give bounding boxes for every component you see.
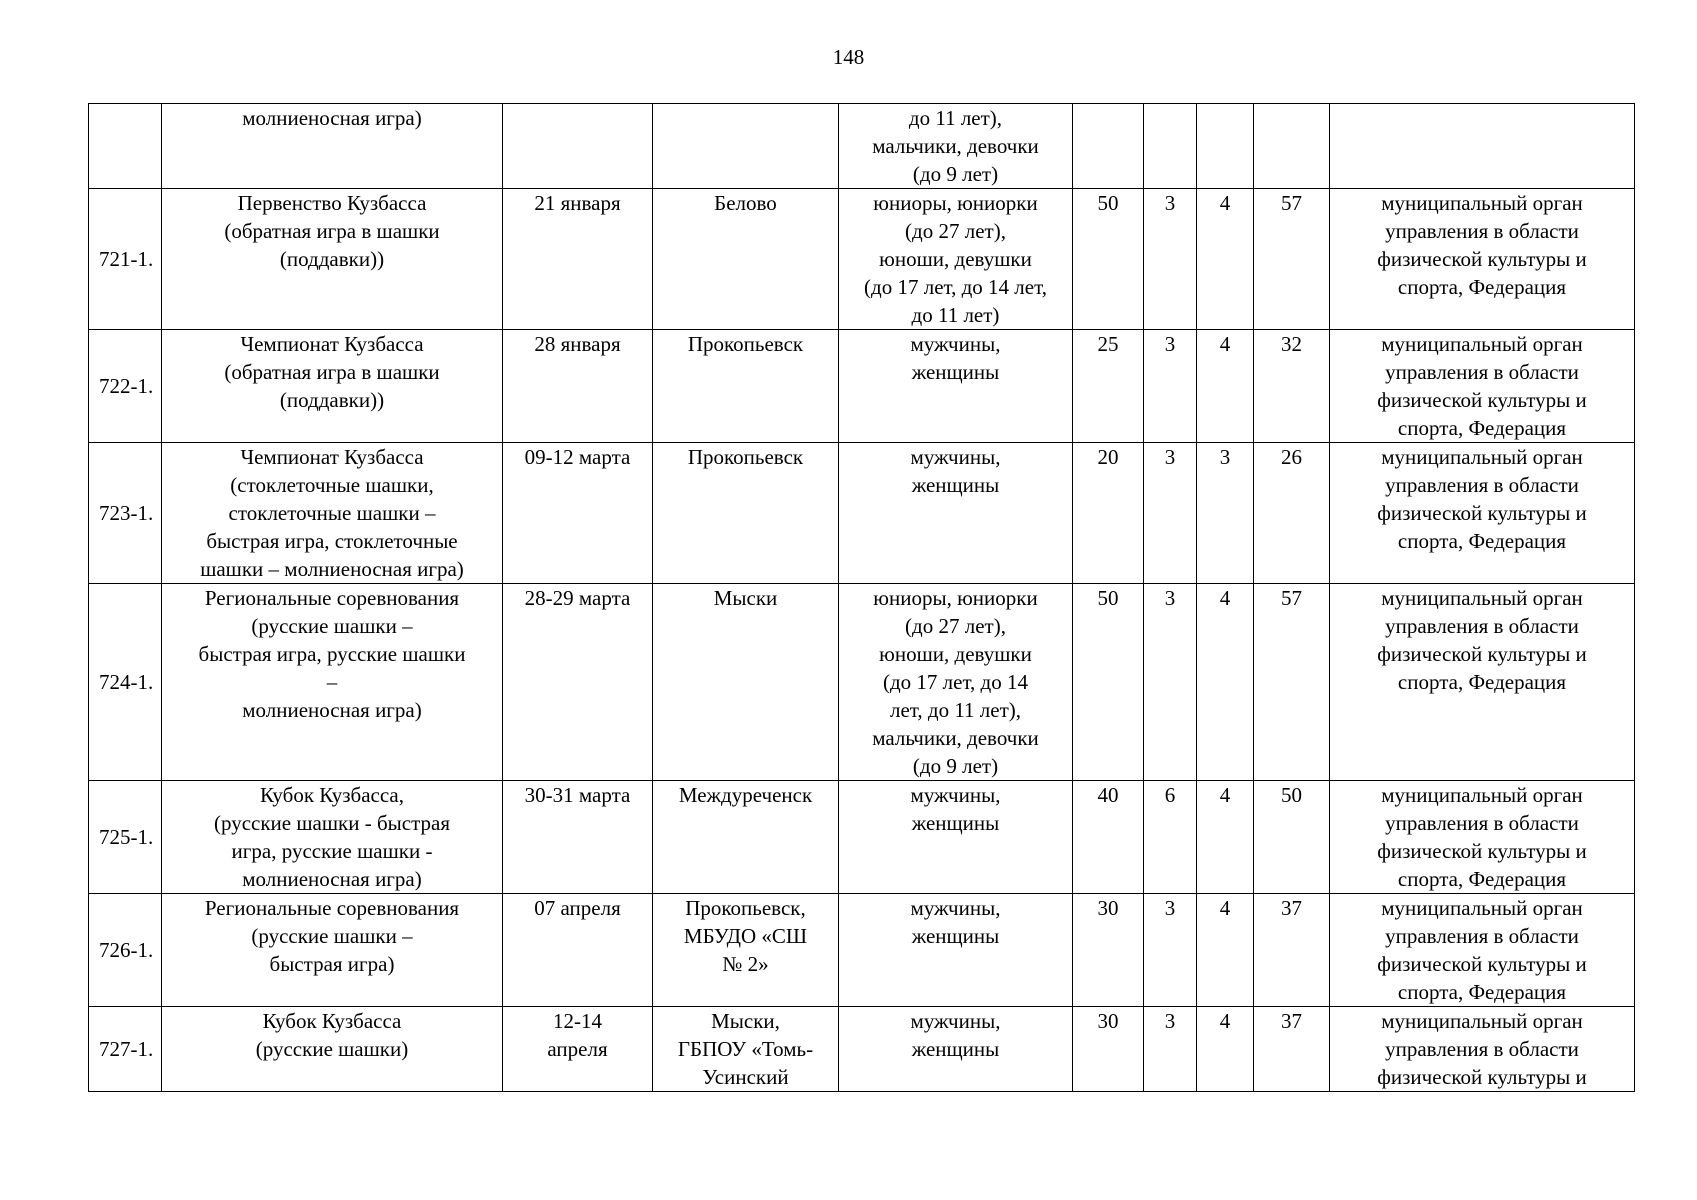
event-date-cell: 09-12 марта xyxy=(503,443,653,584)
organizer-cell: муниципальный орган управления в области физической культуры и спорта, Федерация xyxy=(1330,189,1635,330)
count-total-cell xyxy=(1254,104,1330,189)
count-1-cell: 50 xyxy=(1073,189,1144,330)
event-place-cell xyxy=(653,104,839,189)
table-row xyxy=(89,894,1635,1007)
count-total-cell: 57 xyxy=(1254,584,1330,781)
count-total-cell: 37 xyxy=(1254,894,1330,1007)
count-2-cell: 3 xyxy=(1144,330,1197,443)
event-place-cell: Междуреченск xyxy=(653,781,839,894)
events-table xyxy=(88,103,1635,1092)
participants-cell: до 11 лет), мальчики, девочки (до 9 лет) xyxy=(839,104,1073,189)
row-number-cell xyxy=(89,104,162,189)
table-row xyxy=(89,189,1635,330)
table-row xyxy=(89,104,1635,189)
row-number-cell: 727-1. xyxy=(89,1007,162,1092)
row-number-cell: 725-1. xyxy=(89,781,162,894)
row-number-cell: 722-1. xyxy=(89,330,162,443)
count-2-cell: 3 xyxy=(1144,584,1197,781)
count-1-cell: 20 xyxy=(1073,443,1144,584)
count-3-cell: 4 xyxy=(1197,894,1254,1007)
participants-cell: мужчины, женщины xyxy=(839,330,1073,443)
row-number-cell: 723-1. xyxy=(89,443,162,584)
count-3-cell: 4 xyxy=(1197,189,1254,330)
participants-cell: мужчины, женщины xyxy=(839,443,1073,584)
event-date-cell: 12-14 апреля xyxy=(503,1007,653,1092)
participants-cell: юниоры, юниорки (до 27 лет), юноши, девушки (до 17 лет, до 14 лет, до 11 лет) xyxy=(839,189,1073,330)
organizer-cell: муниципальный орган управления в области физической культуры и спорта, Федерация xyxy=(1330,330,1635,443)
row-number-cell: 724-1. xyxy=(89,584,162,781)
count-2-cell: 3 xyxy=(1144,443,1197,584)
event-name-cell: Региональные соревнования (русские шашки – быстрая игра, русские шашки – молниеносная игра) xyxy=(162,584,503,781)
event-date-cell: 21 января xyxy=(503,189,653,330)
count-total-cell: 26 xyxy=(1254,443,1330,584)
event-place-cell: Мыски xyxy=(653,584,839,781)
count-3-cell: 4 xyxy=(1197,330,1254,443)
event-place-cell: Белово xyxy=(653,189,839,330)
count-total-cell: 57 xyxy=(1254,189,1330,330)
count-2-cell xyxy=(1144,104,1197,189)
event-name-cell: Первенство Кузбасса (обратная игра в шашки (поддавки)) xyxy=(162,189,503,330)
event-name-cell: молниеносная игра) xyxy=(162,104,503,189)
event-name-cell: Кубок Кузбасса, (русские шашки - быстрая игра, русские шашки - молниеносная игра) xyxy=(162,781,503,894)
participants-cell: юниоры, юниорки (до 27 лет), юноши, девушки (до 17 лет, до 14 лет, до 11 лет), мальчики, девочки (до 9 лет) xyxy=(839,584,1073,781)
event-date-cell: 30-31 марта xyxy=(503,781,653,894)
count-1-cell: 50 xyxy=(1073,584,1144,781)
organizer-cell: муниципальный орган управления в области физической культуры и спорта, Федерация xyxy=(1330,781,1635,894)
count-2-cell: 3 xyxy=(1144,189,1197,330)
table-body xyxy=(89,104,1635,1092)
table-row xyxy=(89,584,1635,781)
organizer-cell: муниципальный орган управления в области физической культуры и xyxy=(1330,1007,1635,1092)
count-1-cell: 30 xyxy=(1073,894,1144,1007)
count-1-cell: 30 xyxy=(1073,1007,1144,1092)
count-3-cell: 4 xyxy=(1197,781,1254,894)
table-row xyxy=(89,781,1635,894)
count-1-cell: 25 xyxy=(1073,330,1144,443)
table-row xyxy=(89,443,1635,584)
event-place-cell: Мыски, ГБПОУ «Томь- Усинский xyxy=(653,1007,839,1092)
event-date-cell xyxy=(503,104,653,189)
organizer-cell: муниципальный орган управления в области физической культуры и спорта, Федерация xyxy=(1330,894,1635,1007)
count-2-cell: 3 xyxy=(1144,1007,1197,1092)
event-place-cell: Прокопьевск xyxy=(653,330,839,443)
count-3-cell: 3 xyxy=(1197,443,1254,584)
participants-cell: мужчины, женщины xyxy=(839,781,1073,894)
count-total-cell: 32 xyxy=(1254,330,1330,443)
event-name-cell: Чемпионат Кузбасса (обратная игра в шашки (поддавки)) xyxy=(162,330,503,443)
row-number-cell: 726-1. xyxy=(89,894,162,1007)
count-2-cell: 3 xyxy=(1144,894,1197,1007)
organizer-cell: муниципальный орган управления в области физической культуры и спорта, Федерация xyxy=(1330,443,1635,584)
row-number-cell: 721-1. xyxy=(89,189,162,330)
event-name-cell: Чемпионат Кузбасса (стоклеточные шашки, стоклеточные шашки – быстрая игра, стоклеточные шашки – молниеносная игра) xyxy=(162,443,503,584)
table-row xyxy=(89,1007,1635,1092)
count-2-cell: 6 xyxy=(1144,781,1197,894)
count-3-cell: 4 xyxy=(1197,584,1254,781)
event-name-cell: Региональные соревнования (русские шашки – быстрая игра) xyxy=(162,894,503,1007)
count-3-cell: 4 xyxy=(1197,1007,1254,1092)
count-3-cell xyxy=(1197,104,1254,189)
organizer-cell: муниципальный орган управления в области физической культуры и спорта, Федерация xyxy=(1330,584,1635,781)
event-date-cell: 28 января xyxy=(503,330,653,443)
count-total-cell: 50 xyxy=(1254,781,1330,894)
count-1-cell: 40 xyxy=(1073,781,1144,894)
page-number: 148 xyxy=(832,45,865,69)
event-place-cell: Прокопьевск xyxy=(653,443,839,584)
event-date-cell: 28-29 марта xyxy=(503,584,653,781)
event-name-cell: Кубок Кузбасса (русские шашки) xyxy=(162,1007,503,1092)
event-place-cell: Прокопьевск, МБУДО «СШ № 2» xyxy=(653,894,839,1007)
organizer-cell xyxy=(1330,104,1635,189)
participants-cell: мужчины, женщины xyxy=(839,894,1073,1007)
table-row xyxy=(89,330,1635,443)
event-date-cell: 07 апреля xyxy=(503,894,653,1007)
count-1-cell xyxy=(1073,104,1144,189)
count-total-cell: 37 xyxy=(1254,1007,1330,1092)
participants-cell: мужчины, женщины xyxy=(839,1007,1073,1092)
